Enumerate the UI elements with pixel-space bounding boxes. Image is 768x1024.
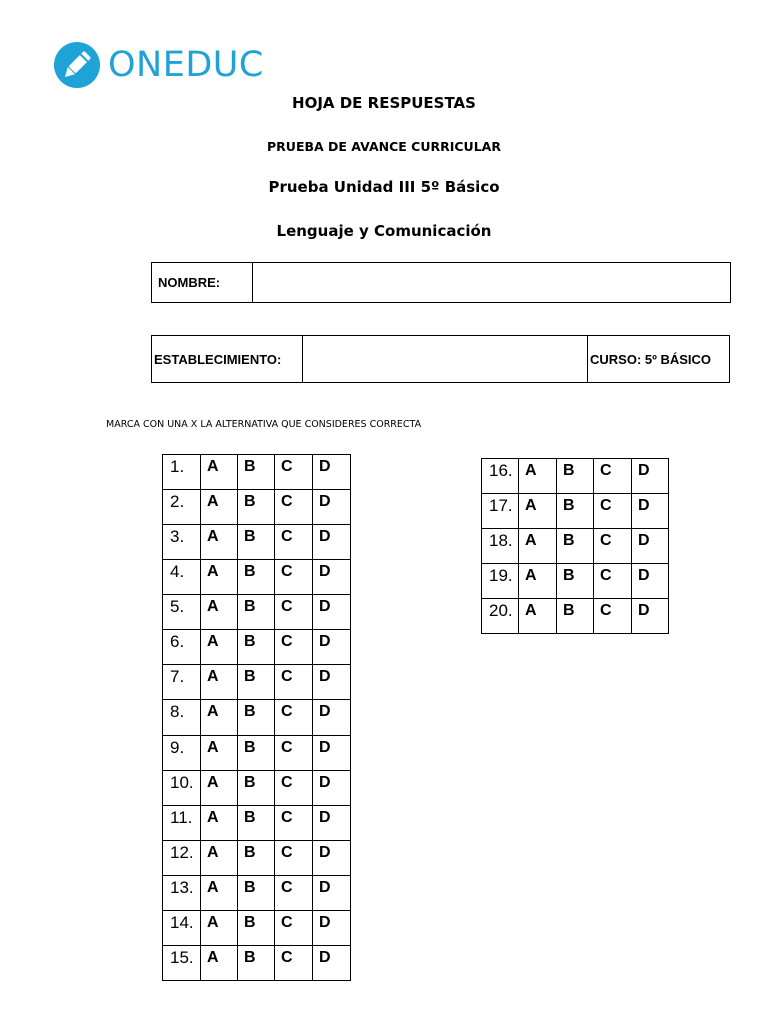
answer-row — [163, 945, 351, 980]
option-a[interactable]: A — [201, 595, 238, 630]
option-b[interactable]: B — [238, 665, 275, 700]
option-d[interactable]: D — [313, 455, 351, 490]
option-c[interactable]: C — [275, 525, 313, 560]
option-b[interactable]: B — [238, 595, 275, 630]
subject-title: Lenguaje y Comunicación — [276, 222, 492, 240]
option-b[interactable]: B — [238, 735, 275, 770]
option-b[interactable]: B — [238, 770, 275, 805]
option-a[interactable]: A — [519, 494, 557, 529]
answer-row — [163, 910, 351, 945]
answer-row — [163, 560, 351, 595]
option-b[interactable]: B — [238, 630, 275, 665]
option-b[interactable]: B — [238, 875, 275, 910]
option-d[interactable]: D — [313, 700, 351, 735]
question-number: 16. — [482, 459, 519, 494]
answer-row — [482, 564, 669, 599]
question-number: 2. — [163, 490, 201, 525]
option-d[interactable]: D — [313, 770, 351, 805]
option-a[interactable]: A — [201, 770, 238, 805]
question-number: 10. — [163, 770, 201, 805]
answer-row — [163, 805, 351, 840]
question-number: 9. — [163, 735, 201, 770]
option-c[interactable]: C — [594, 529, 632, 564]
school-table — [151, 335, 730, 383]
answer-row — [482, 529, 669, 564]
question-number: 19. — [482, 564, 519, 599]
question-number: 15. — [163, 945, 201, 980]
test-unit-title: Prueba Unidad III 5º Básico — [268, 178, 500, 196]
option-c[interactable]: C — [594, 459, 632, 494]
question-number: 18. — [482, 529, 519, 564]
page-subtitle: PRUEBA DE AVANCE CURRICULAR — [267, 139, 501, 154]
option-c[interactable]: C — [275, 630, 313, 665]
option-d[interactable]: D — [313, 525, 351, 560]
option-c[interactable]: C — [275, 700, 313, 735]
option-d[interactable]: D — [313, 560, 351, 595]
option-c[interactable]: C — [275, 770, 313, 805]
oneduc-logo — [54, 42, 264, 88]
option-b[interactable]: B — [238, 945, 275, 980]
option-a[interactable]: A — [201, 910, 238, 945]
option-a[interactable]: A — [201, 840, 238, 875]
question-number: 13. — [163, 875, 201, 910]
answer-row — [163, 455, 351, 490]
option-b[interactable]: B — [557, 494, 594, 529]
answer-row — [163, 595, 351, 630]
option-c[interactable]: C — [275, 490, 313, 525]
answer-row — [163, 665, 351, 700]
option-c[interactable]: C — [594, 599, 632, 634]
option-d[interactable]: D — [313, 875, 351, 910]
question-number: 17. — [482, 494, 519, 529]
answer-row — [163, 490, 351, 525]
question-number: 7. — [163, 665, 201, 700]
option-c[interactable]: C — [275, 595, 313, 630]
option-a[interactable]: A — [201, 490, 238, 525]
option-b[interactable]: B — [238, 525, 275, 560]
answer-row — [163, 630, 351, 665]
option-c[interactable]: C — [275, 735, 313, 770]
option-a[interactable]: A — [519, 599, 557, 634]
answer-table-left — [162, 454, 351, 981]
answer-table-right — [481, 458, 669, 634]
option-d[interactable]: D — [632, 564, 669, 599]
pencil-logo-icon — [54, 42, 100, 88]
option-c[interactable]: C — [275, 805, 313, 840]
option-b[interactable]: B — [238, 840, 275, 875]
school-field[interactable] — [303, 336, 588, 383]
name-table — [151, 262, 731, 303]
option-b[interactable]: B — [238, 805, 275, 840]
option-a[interactable]: A — [201, 560, 238, 595]
option-d[interactable]: D — [632, 459, 669, 494]
answer-row — [482, 459, 669, 494]
option-a[interactable]: A — [519, 529, 557, 564]
option-c[interactable]: C — [275, 945, 313, 980]
option-a[interactable]: A — [201, 525, 238, 560]
option-b[interactable]: B — [238, 700, 275, 735]
name-label: NOMBRE: — [152, 263, 253, 303]
course-label: CURSO: 5º BÁSICO — [588, 336, 730, 383]
option-b[interactable]: B — [238, 560, 275, 595]
option-c[interactable]: C — [594, 564, 632, 599]
option-a[interactable]: A — [519, 564, 557, 599]
option-d[interactable]: D — [632, 529, 669, 564]
option-a[interactable]: A — [201, 455, 238, 490]
question-number: 12. — [163, 840, 201, 875]
option-b[interactable]: B — [557, 529, 594, 564]
option-b[interactable]: B — [557, 564, 594, 599]
option-b[interactable]: B — [238, 455, 275, 490]
page-title: HOJA DE RESPUESTAS — [292, 94, 476, 112]
option-a[interactable]: A — [201, 945, 238, 980]
option-c[interactable]: C — [275, 840, 313, 875]
option-b[interactable]: B — [238, 490, 275, 525]
option-c[interactable]: C — [275, 910, 313, 945]
answer-row — [163, 875, 351, 910]
option-c[interactable]: C — [275, 665, 313, 700]
option-a[interactable]: A — [201, 665, 238, 700]
question-number: 11. — [163, 805, 201, 840]
question-number: 6. — [163, 630, 201, 665]
option-d[interactable]: D — [313, 490, 351, 525]
instruction-text: MARCA CON UNA X LA ALTERNATIVA QUE CONSIDERES CORRECTA — [106, 419, 422, 430]
question-number: 1. — [163, 455, 201, 490]
answer-row — [482, 494, 669, 529]
question-number: 4. — [163, 560, 201, 595]
option-a[interactable]: A — [201, 875, 238, 910]
option-d[interactable]: D — [313, 595, 351, 630]
option-c[interactable]: C — [275, 455, 313, 490]
question-number: 14. — [163, 910, 201, 945]
option-d[interactable]: D — [313, 735, 351, 770]
option-b[interactable]: B — [557, 459, 594, 494]
option-a[interactable]: A — [201, 735, 238, 770]
option-b[interactable]: B — [557, 599, 594, 634]
answer-row — [163, 840, 351, 875]
option-d[interactable]: D — [313, 840, 351, 875]
question-number: 8. — [163, 700, 201, 735]
answer-row — [482, 599, 669, 634]
option-b[interactable]: B — [238, 910, 275, 945]
option-d[interactable]: D — [313, 805, 351, 840]
option-d[interactable]: D — [313, 630, 351, 665]
question-number: 3. — [163, 525, 201, 560]
answer-row — [163, 770, 351, 805]
option-d[interactable]: D — [632, 494, 669, 529]
option-c[interactable]: C — [275, 875, 313, 910]
option-a[interactable]: A — [201, 630, 238, 665]
option-a[interactable]: A — [201, 700, 238, 735]
answer-row — [163, 525, 351, 560]
option-d[interactable]: D — [313, 945, 351, 980]
option-a[interactable]: A — [201, 805, 238, 840]
option-c[interactable]: C — [275, 560, 313, 595]
question-number: 20. — [482, 599, 519, 634]
brand-name: ONEDUC — [108, 45, 264, 85]
answer-row — [163, 735, 351, 770]
option-d[interactable]: D — [313, 910, 351, 945]
answer-row — [163, 700, 351, 735]
option-d[interactable]: D — [632, 599, 669, 634]
question-number: 5. — [163, 595, 201, 630]
school-label: ESTABLECIMIENTO: — [152, 336, 303, 383]
option-a[interactable]: A — [519, 459, 557, 494]
option-c[interactable]: C — [594, 494, 632, 529]
option-d[interactable]: D — [313, 665, 351, 700]
name-field[interactable] — [253, 263, 731, 303]
